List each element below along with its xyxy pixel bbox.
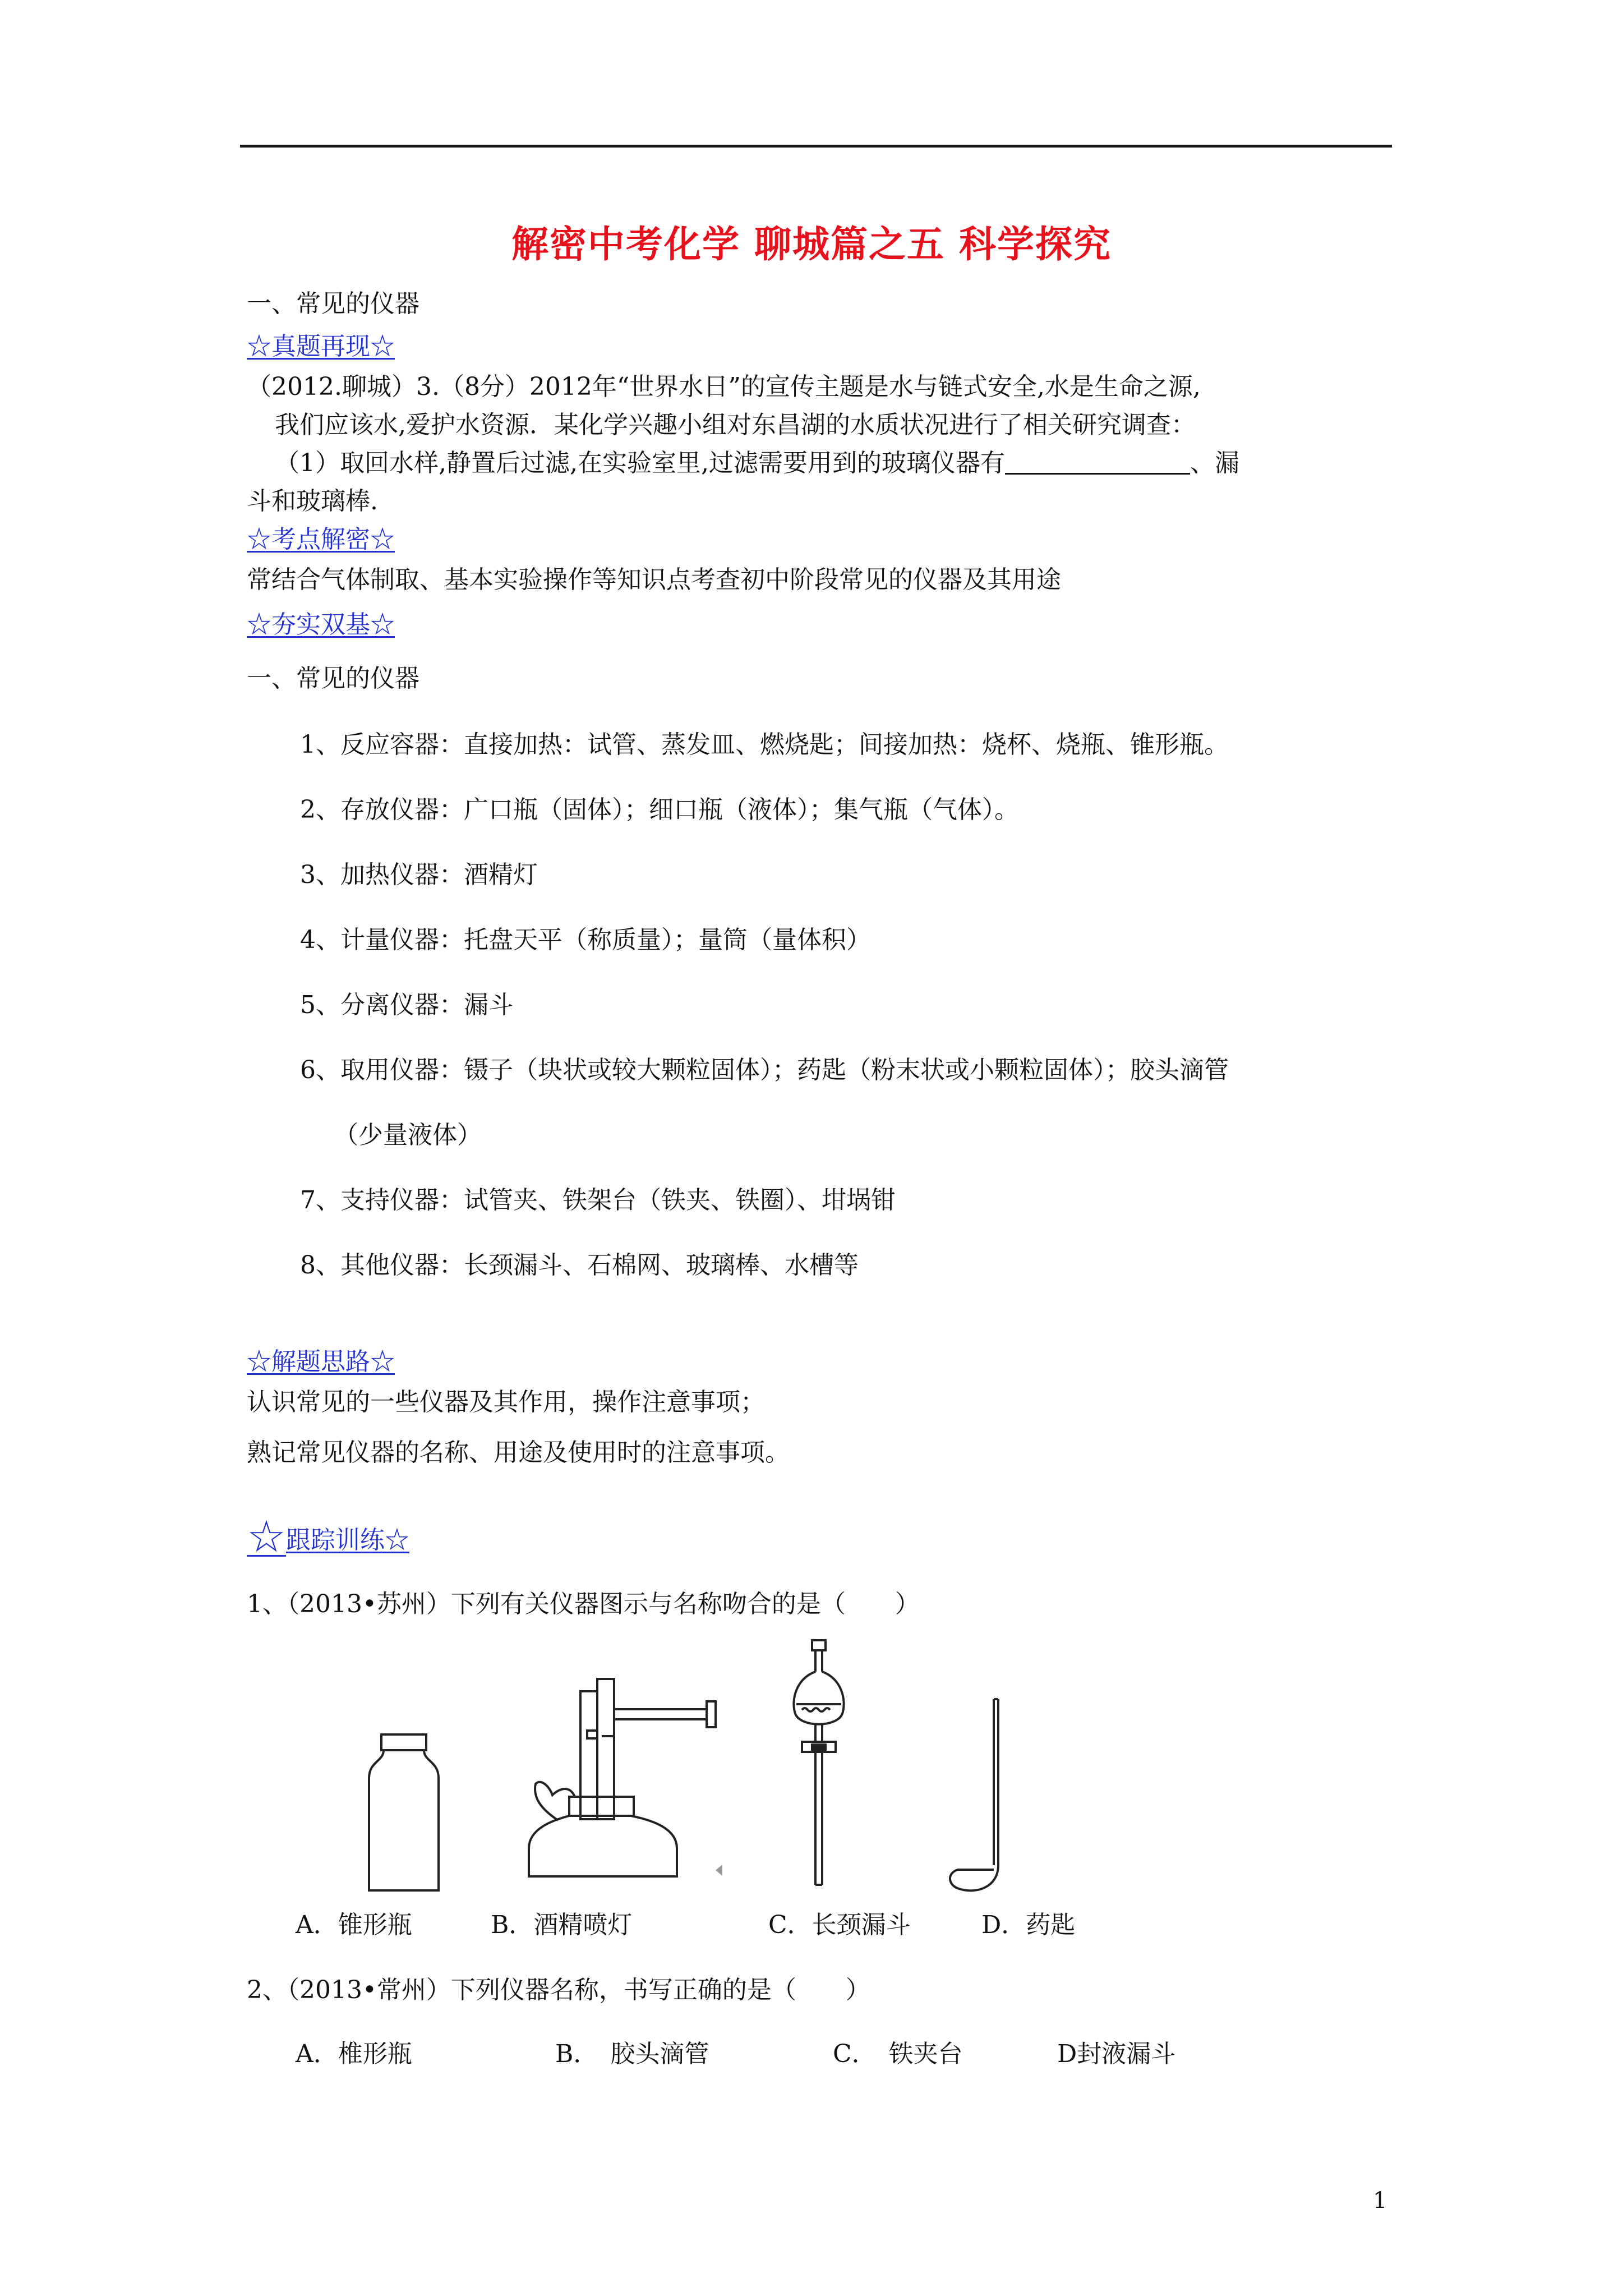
basics-heading: 一、常见的仪器 — [247, 664, 419, 693]
instrument-item: 3、加热仪器：酒精灯 — [300, 861, 538, 889]
instrument-item: 7、支持仪器：试管夹、铁架台（铁夹、铁圈）、坩埚钳 — [300, 1186, 896, 1214]
question-1: 1、（2013•苏州）下列有关仪器图示与名称吻合的是（ ） — [247, 1590, 920, 1618]
q2-option-a: A．椎形瓶 — [296, 2040, 412, 2068]
key-points-link[interactable]: ☆考点解密☆ — [247, 525, 395, 554]
instrument-item: 1、反应容器：直接加热：试管、蒸发皿、燃烧匙；间接加热：烧杯、烧瓶、锥形瓶。 — [300, 730, 1229, 759]
medicine-spoon-figure — [942, 1697, 1009, 1899]
instrument-item: 6、取用仪器：镊子（块状或较大颗粒固体）；药匙（粉末状或小颗粒固体）；胶头滴管 — [300, 1056, 1229, 1084]
basics-link[interactable]: ☆夯实双基☆ — [247, 610, 395, 639]
instrument-item: 4、计量仪器：托盘天平（称质量）；量筒（量体积） — [300, 926, 871, 954]
q1-option-a: A．锥形瓶 — [296, 1911, 412, 1939]
q2-option-d: D封液漏斗 — [1057, 2040, 1176, 2068]
solving-approach-line: 熟记常见仪器的名称、用途及使用时的注意事项。 — [247, 1438, 790, 1467]
key-points-text: 常结合气体制取、基本实验操作等知识点考查初中阶段常见的仪器及其用途 — [247, 565, 1061, 594]
small-marker-icon — [713, 1864, 725, 1877]
q1-option-d: D．药匙 — [981, 1911, 1076, 1939]
solving-approach-line: 认识常见的一些仪器及其作用，操作注意事项； — [247, 1388, 765, 1416]
q2-option-c: C． 铁夹台 — [833, 2040, 963, 2068]
section-heading: 一、常见的仪器 — [247, 289, 419, 318]
bottle-figure — [359, 1728, 449, 1896]
document-title: 解密中考化学 聊城篇之五 科学探究 — [511, 222, 1112, 266]
exam-question-text-end: 、漏 — [1189, 449, 1239, 477]
q1-option-b: B．酒精喷灯 — [491, 1911, 633, 1939]
instrument-item: 2、存放仪器：广口瓶（固体）；细口瓶（液体）；集气瓶（气体）。 — [300, 795, 1019, 824]
instrument-item-continuation: （少量液体） — [334, 1121, 482, 1149]
separatory-funnel-figure — [785, 1638, 852, 1896]
instrument-item: 5、分离仪器：漏斗 — [300, 991, 513, 1019]
exam-question-line-4: 斗和玻璃棒. — [247, 487, 378, 516]
solving-approach-link[interactable]: ☆解题思路☆ — [247, 1347, 395, 1376]
real-exam-link[interactable]: ☆真题再现☆ — [247, 332, 395, 361]
q1-option-c: C．长颈漏斗 — [768, 1911, 911, 1939]
instrument-item: 8、其他仪器：长颈漏斗、石棉网、玻璃棒、水槽等 — [300, 1251, 859, 1280]
alcohol-blowtorch-figure — [519, 1669, 732, 1893]
header-rule — [240, 145, 1392, 148]
exam-question-line-1: （2012.聊城）3.（8分）2012年“世界水日”的宣传主题是水与链式安全,水是生命之源, — [247, 372, 1201, 401]
training-link[interactable]: 跟踪训练☆ — [285, 1526, 409, 1554]
training-heading — [247, 1512, 409, 1562]
exam-question-text: （1）取回水样,静置后过滤,在实验室里,过滤需要用到的玻璃仪器有 — [275, 449, 1005, 477]
exam-question-line-3 — [275, 447, 1239, 480]
answer-blank — [1005, 450, 1190, 475]
page-number: 1 — [1373, 2188, 1387, 2214]
star-icon: ☆ — [247, 1512, 286, 1562]
q2-option-b: B． 胶头滴管 — [555, 2040, 709, 2068]
exam-question-line-2: 我们应该水,爱护水资源．某化学兴趣小组对东昌湖的水质状况进行了相关研究调查： — [275, 411, 1196, 439]
question-2: 2、（2013•常州）下列仪器名称，书写正确的是（ ） — [247, 1976, 870, 2004]
